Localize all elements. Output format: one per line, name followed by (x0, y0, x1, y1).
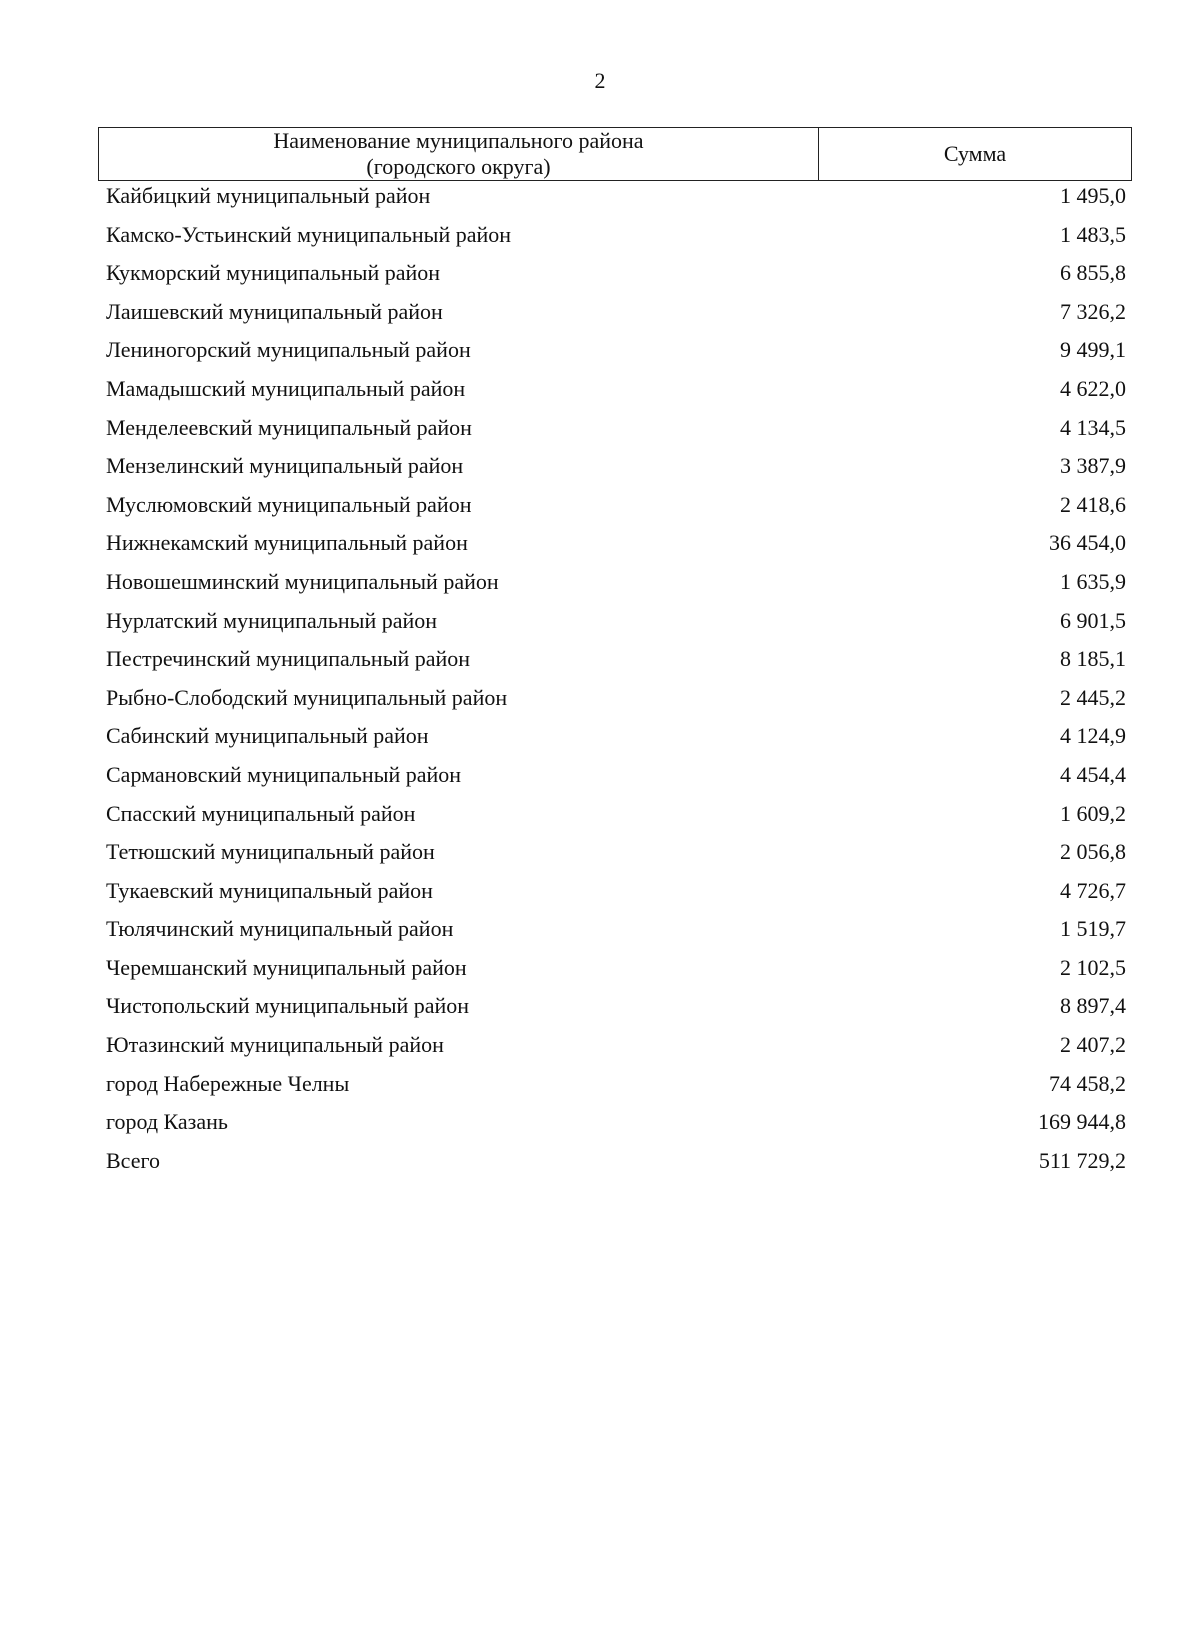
header-sum-column: Сумма (943, 141, 1007, 166)
row-value: 4 124,9 (1060, 723, 1126, 749)
row-value: 8 185,1 (1060, 646, 1126, 672)
row-name: Ютазинский муниципальный район (106, 1032, 444, 1058)
row-name: город Казань (106, 1109, 228, 1135)
table-row (106, 644, 1126, 683)
row-value: 1 609,2 (1060, 800, 1126, 826)
table-header (98, 127, 1132, 181)
row-value: 6 855,8 (1060, 260, 1126, 286)
header-name-column (99, 128, 819, 180)
row-value: 6 901,5 (1060, 607, 1126, 633)
table-row (106, 374, 1126, 413)
table-row (106, 914, 1126, 953)
row-value: 2 056,8 (1060, 839, 1126, 865)
table-row (106, 1146, 1126, 1185)
row-value: 169 944,8 (1038, 1109, 1126, 1135)
row-name: Рыбно-Слободский муниципальный район (106, 684, 508, 710)
table-row (106, 451, 1126, 490)
row-name: Тюлячинский муниципальный район (106, 916, 454, 942)
row-value: 511 729,2 (1038, 1147, 1126, 1173)
table-row (106, 297, 1126, 336)
table-row (106, 258, 1126, 297)
row-name: Лаишевский муниципальный район (106, 298, 443, 324)
row-name: Тукаевский муниципальный район (106, 877, 433, 903)
table-row (106, 760, 1126, 799)
table-row (106, 721, 1126, 760)
table-row (106, 1107, 1126, 1146)
row-value: 1 635,9 (1060, 568, 1126, 594)
row-name: Новошешминский муниципальный район (106, 568, 499, 594)
table-row (106, 991, 1126, 1030)
row-name: город Набережные Челны (106, 1070, 350, 1096)
row-value: 9 499,1 (1060, 337, 1126, 363)
row-value: 2 445,2 (1060, 684, 1126, 710)
table-row (106, 1069, 1126, 1108)
row-value: 3 387,9 (1060, 453, 1126, 479)
row-value: 1 495,0 (1060, 183, 1126, 208)
table-row (106, 220, 1126, 259)
row-name: Лениногорский муниципальный район (106, 337, 471, 363)
table-row (106, 335, 1126, 374)
row-value: 2 102,5 (1060, 954, 1126, 980)
row-name: Кукморский муниципальный район (106, 260, 441, 286)
row-value: 74 458,2 (1049, 1070, 1126, 1096)
table-row (106, 876, 1126, 915)
row-name: Спасский муниципальный район (106, 800, 416, 826)
table-row (106, 606, 1126, 645)
table-row (106, 181, 1126, 220)
row-value: 4 454,4 (1060, 761, 1126, 787)
row-name: Мензелинский муниципальный район (106, 453, 464, 479)
table-row (106, 799, 1126, 838)
row-name: Камско-Устьинский муниципальный район (106, 221, 512, 247)
row-name: Менделеевский муниципальный район (106, 414, 472, 440)
row-name: Нурлатский муниципальный район (106, 607, 438, 633)
row-name: Всего (106, 1147, 160, 1173)
table-body (106, 181, 1126, 1184)
table-row (106, 953, 1126, 992)
row-value: 4 726,7 (1060, 877, 1126, 903)
row-name: Тетюшский муниципальный район (106, 839, 435, 865)
row-value: 8 897,4 (1060, 993, 1126, 1019)
row-name: Мамадышский муниципальный район (106, 375, 466, 401)
row-value: 4 134,5 (1060, 414, 1126, 440)
row-value: 2 407,2 (1060, 1032, 1126, 1058)
table-row (106, 1030, 1126, 1069)
table-row (106, 837, 1126, 876)
row-name: Пестречинский муниципальный район (106, 646, 471, 672)
row-name: Муслюмовский муниципальный район (106, 491, 472, 517)
row-name: Сабинский муниципальный район (106, 723, 429, 749)
table-row (106, 567, 1126, 606)
row-name: Черемшанский муниципальный район (106, 954, 467, 980)
table-row (106, 528, 1126, 567)
page-number: 2 (594, 68, 606, 93)
row-name: Сармановский муниципальный район (106, 761, 462, 787)
row-value: 1 483,5 (1060, 221, 1126, 247)
row-value: 7 326,2 (1060, 298, 1126, 324)
table-row (106, 490, 1126, 529)
row-name: Нижнекамский муниципальный район (106, 530, 468, 556)
table-row (106, 683, 1126, 722)
row-value: 36 454,0 (1049, 530, 1126, 556)
header-name-line2: (городского округа) (366, 154, 551, 179)
row-value: 1 519,7 (1060, 916, 1126, 942)
row-name: Кайбицкий муниципальный район (106, 183, 431, 208)
row-value: 4 622,0 (1060, 375, 1126, 401)
row-name: Чистопольский муниципальный район (106, 993, 470, 1019)
row-value: 2 418,6 (1060, 491, 1126, 517)
table-row (106, 413, 1126, 452)
header-name-line1: Наименование муниципального района (273, 128, 644, 153)
